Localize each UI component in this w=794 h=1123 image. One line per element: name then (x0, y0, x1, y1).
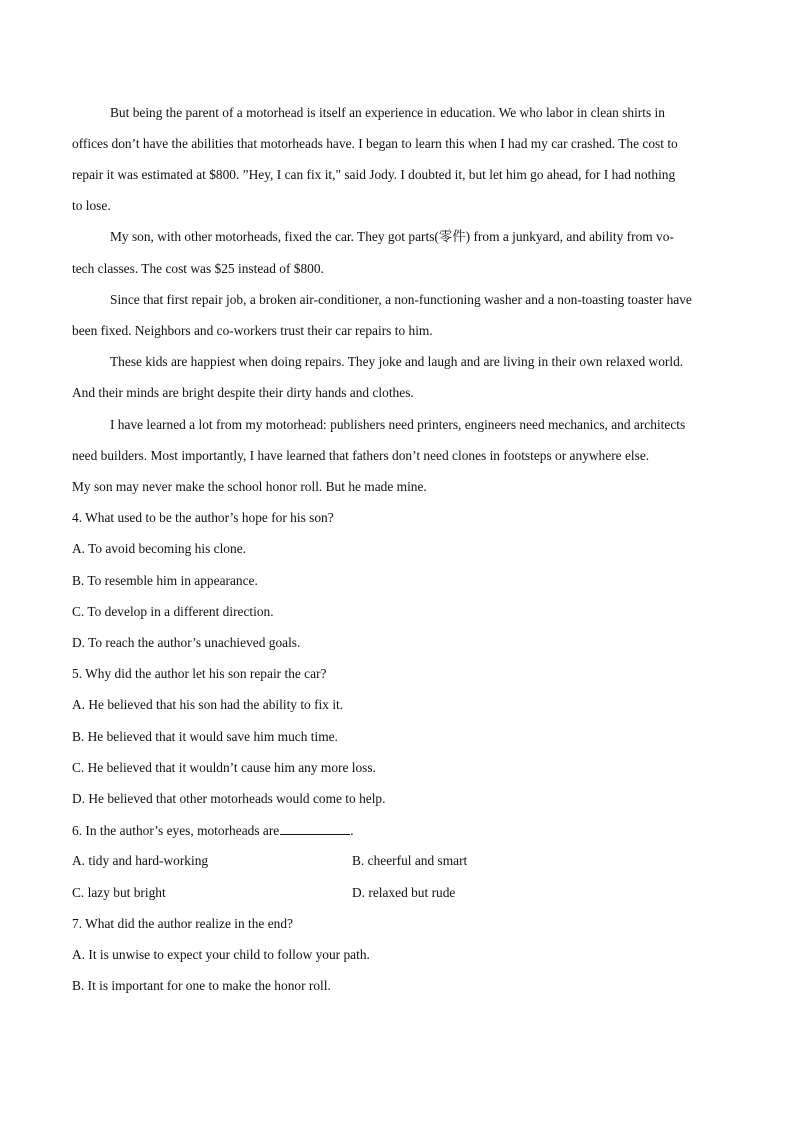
passage-p1-line-4: to lose. (72, 198, 111, 213)
question-7-option-a: A. It is unwise to expect your child to follow your path. (72, 947, 370, 962)
question-4-option-b: B. To resemble him in appearance. (72, 573, 258, 588)
question-5-stem: 5. Why did the author let his son repair the car? (72, 666, 327, 681)
question-7-stem: 7. What did the author realize in the end? (72, 916, 293, 931)
question-4-stem: 4. What used to be the author’s hope for his son? (72, 510, 334, 525)
answer-blank (280, 822, 350, 835)
question-5-option-a: A. He believed that his son had the ability to fix it. (72, 697, 344, 712)
passage-p1-line-1: But being the parent of a motorhead is itself an experience in education. We who labor in clean shirts in (110, 105, 665, 120)
question-4-option-d: D. To reach the author’s unachieved goals. (72, 635, 301, 650)
passage-p4-line-1: These kids are happiest when doing repairs. They joke and laugh and are living in their own relaxed world. (110, 354, 684, 369)
question-6-stem-end: . (350, 823, 354, 838)
question-5-option-b: B. He believed that it would save him much time. (72, 729, 338, 744)
question-6-option-d: D. relaxed but rude (352, 885, 456, 900)
question-6-option-b: B. cheerful and smart (352, 853, 468, 868)
question-7-option-b: B. It is important for one to make the honor roll. (72, 978, 331, 993)
passage-p5-line-2: need builders. Most importantly, I have learned that fathers don’t need clones in footsteps or anywhere else. (72, 448, 650, 463)
passage-p4-line-2: And their minds are bright despite their dirty hands and clothes. (72, 385, 414, 400)
question-6-stem-row (72, 822, 354, 838)
question-4-option-c: C. To develop in a different direction. (72, 604, 274, 619)
passage-p2-line-1: My son, with other motorheads, fixed the car. They got parts(零件) from a junkyard, and ability from vo- (110, 229, 674, 244)
passage-p2-line-2: tech classes. The cost was $25 instead of $800. (72, 261, 324, 276)
passage-p3-line-1: Since that first repair job, a broken air-conditioner, a non-functioning washer and a non-toasting toaster have (110, 292, 692, 307)
passage-p3-line-2: been fixed. Neighbors and co-workers trust their car repairs to him. (72, 323, 433, 338)
question-4-option-a: A. To avoid becoming his clone. (72, 541, 246, 556)
passage-p1-line-3: repair it was estimated at $800. ”Hey, I can fix it," said Jody. I doubted it, but let him go ahead, for I had nothing (72, 167, 676, 182)
passage-p5-line-3: My son may never make the school honor roll. But he made mine. (72, 479, 427, 494)
question-5-option-c: C. He believed that it wouldn’t cause him any more loss. (72, 760, 376, 775)
question-6-stem: 6. In the author’s eyes, motorheads are (72, 823, 280, 838)
passage-p5-line-1: I have learned a lot from my motorhead: publishers need printers, engineers need mechanics, and architects (110, 417, 686, 432)
question-6-option-c: C. lazy but bright (72, 885, 166, 900)
question-5-option-d: D. He believed that other motorheads would come to help. (72, 791, 386, 806)
passage-p1-line-2: offices don’t have the abilities that motorheads have. I began to learn this when I had my car crashed. The cost to (72, 136, 678, 151)
question-6-option-a: A. tidy and hard-working (72, 853, 209, 868)
